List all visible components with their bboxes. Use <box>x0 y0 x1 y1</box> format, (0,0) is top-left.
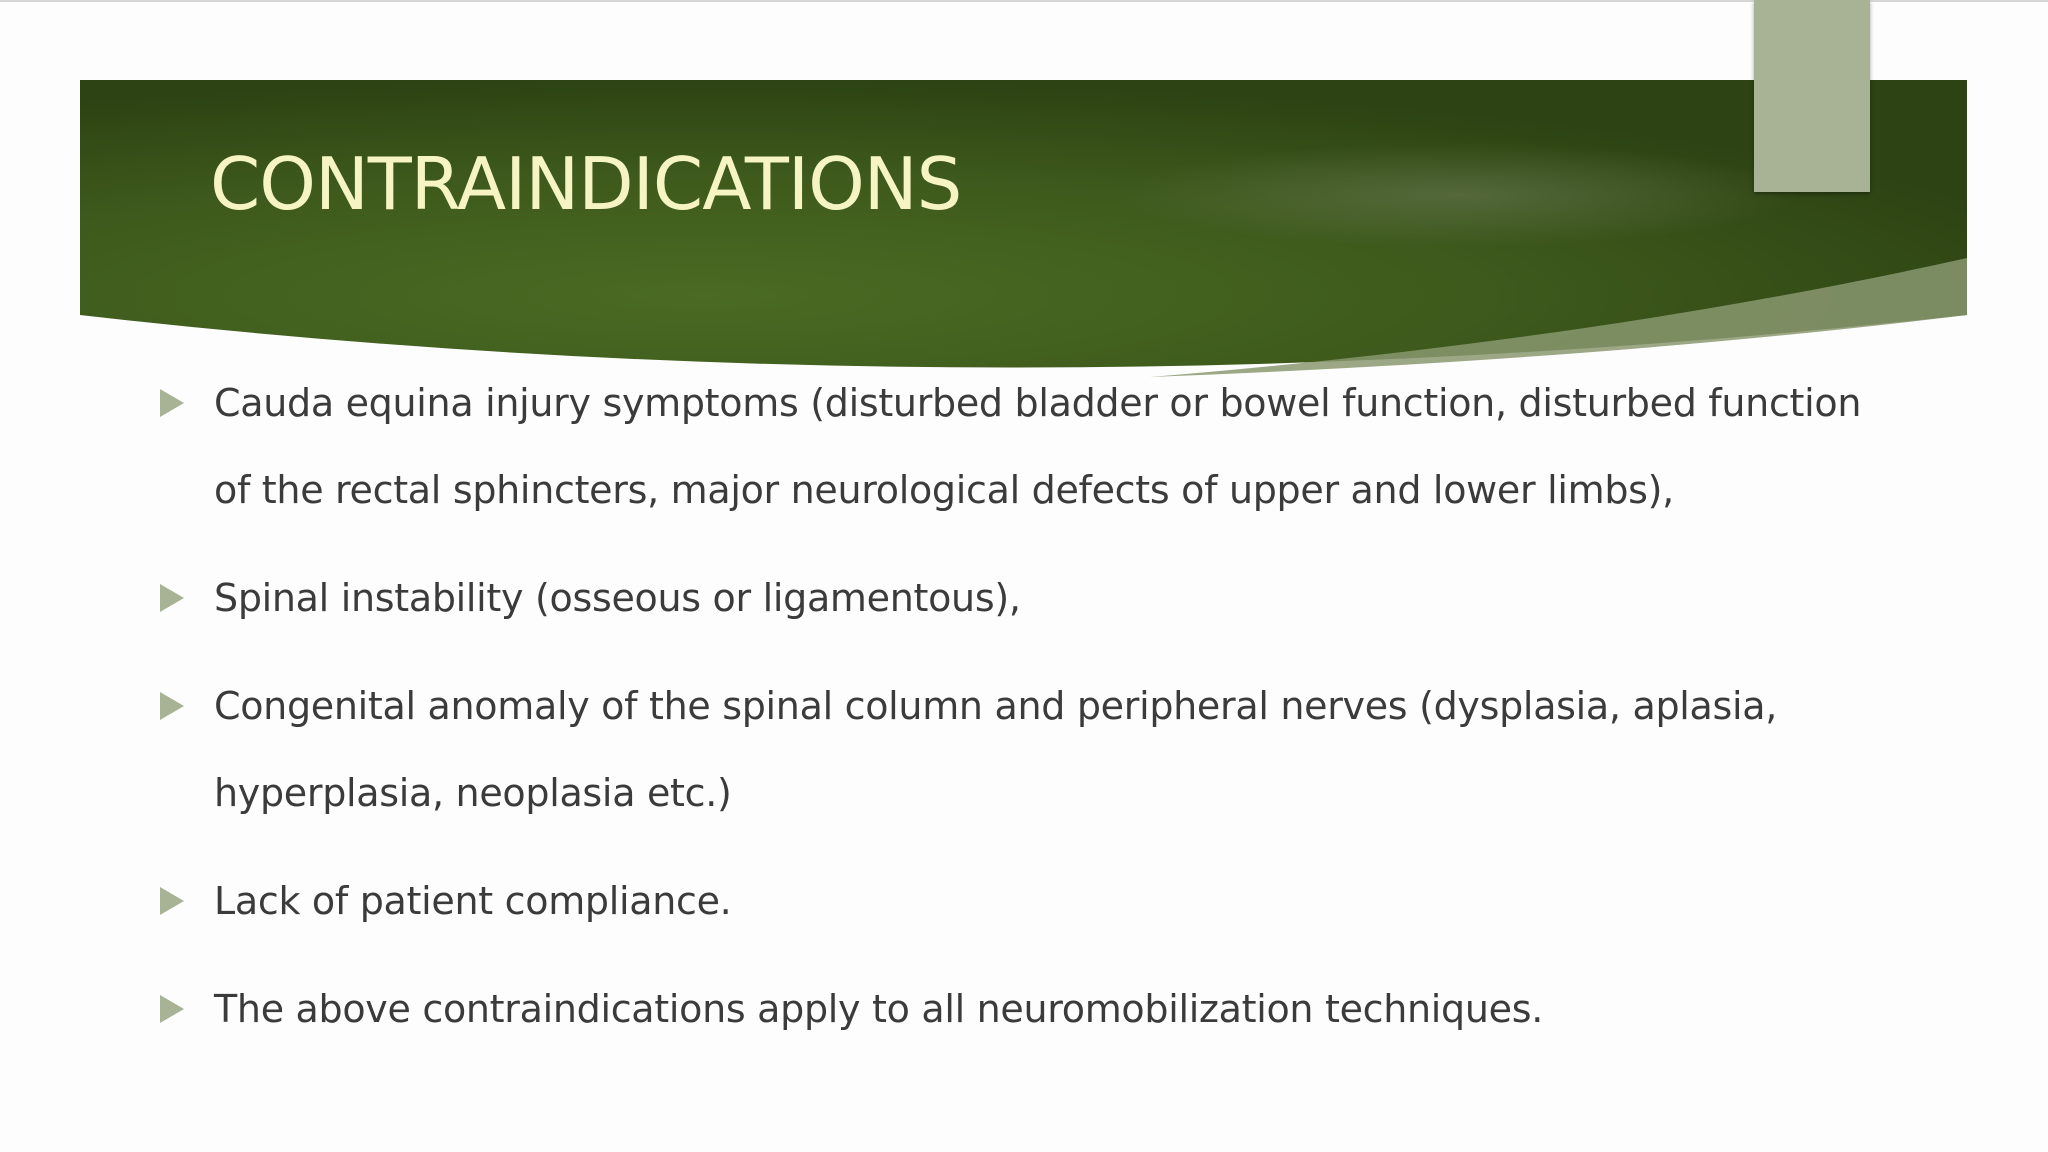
bullet-item <box>160 966 1900 1053</box>
triangle-bullet-icon <box>160 389 184 417</box>
bullet-item <box>160 555 1900 642</box>
bullet-text: Spinal instability (osseous or ligamentous), <box>214 576 1021 620</box>
bullet-item <box>160 360 1900 534</box>
bullet-item <box>160 663 1900 837</box>
bullet-text: Lack of patient compliance. <box>214 879 732 923</box>
slide-title: CONTRAINDICATIONS <box>210 142 962 226</box>
triangle-bullet-icon <box>160 692 184 720</box>
bullet-item <box>160 858 1900 945</box>
bullet-text: Cauda equina injury symptoms (disturbed bladder or bowel function, disturbed function of the rectal sphincters, major neurological defects of upper and lower limbs), <box>214 381 1862 512</box>
bullet-text: The above contraindications apply to all neuromobilization techniques. <box>214 987 1544 1031</box>
triangle-bullet-icon <box>160 995 184 1023</box>
triangle-bullet-icon <box>160 887 184 915</box>
bullet-text: Congenital anomaly of the spinal column and peripheral nerves (dysplasia, aplasia, hyperplasia, neoplasia etc.) <box>214 684 1778 815</box>
accent-tab <box>1754 0 1870 192</box>
bullet-list <box>160 360 1900 1074</box>
triangle-bullet-icon <box>160 584 184 612</box>
